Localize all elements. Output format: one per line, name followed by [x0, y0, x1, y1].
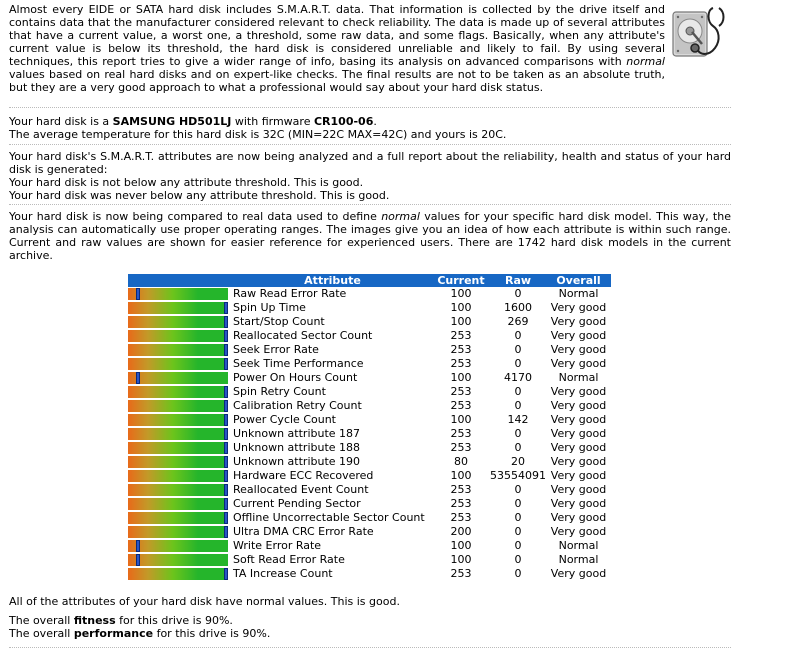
current-value: 253 [450, 385, 472, 398]
bar-column-header [128, 274, 228, 287]
range-bar-cell [128, 469, 228, 483]
range-marker [224, 414, 228, 426]
current-value: 200 [450, 525, 472, 538]
table-row [128, 287, 611, 301]
current-value: 253 [450, 343, 472, 356]
range-marker [224, 316, 228, 328]
table-row [128, 553, 611, 567]
comparison-section [9, 210, 731, 262]
divider [9, 204, 731, 205]
attribute-name: Write Error Rate [233, 539, 322, 552]
overall-rating: Very good [550, 427, 607, 440]
raw-value: 269 [507, 315, 529, 328]
table-row [128, 357, 611, 371]
current-value: 253 [450, 329, 472, 342]
range-bar [128, 442, 228, 454]
range-bar [128, 358, 228, 370]
range-bar [128, 540, 228, 552]
range-marker [224, 512, 228, 524]
overall-rating: Very good [550, 455, 607, 468]
raw-value: 0 [514, 441, 522, 454]
range-marker [224, 498, 228, 510]
raw-value: 0 [514, 483, 522, 496]
raw-value: 0 [514, 553, 522, 566]
current-value: 253 [450, 511, 472, 524]
range-bar [128, 344, 228, 356]
current-value: 253 [450, 483, 472, 496]
table-row [128, 301, 611, 315]
range-bar-cell [128, 329, 228, 343]
table-row [128, 511, 611, 525]
range-marker [136, 288, 140, 300]
range-marker [136, 372, 140, 384]
range-bar [128, 470, 228, 482]
table-row [128, 469, 611, 483]
range-marker [224, 526, 228, 538]
table-row [128, 343, 611, 357]
overall-rating: Very good [550, 511, 607, 524]
table-row [128, 483, 611, 497]
attribute-name: Start/Stop Count [233, 315, 325, 328]
raw-value: 0 [514, 343, 522, 356]
range-bar-cell [128, 357, 228, 371]
overall-rating: Very good [550, 329, 607, 342]
analysis-line-3: Your hard disk was never below any attribute threshold. This is good. [9, 189, 390, 202]
range-bar-cell [128, 343, 228, 357]
attribute-name: Unknown attribute 188 [233, 441, 361, 454]
range-bar [128, 330, 228, 342]
current-value: 100 [450, 371, 472, 384]
current-value: 80 [454, 455, 468, 468]
attribute-name: Spin Retry Count [233, 385, 326, 398]
current-value: 100 [450, 287, 472, 300]
overall-rating: Very good [550, 497, 607, 510]
attribute-name: Unknown attribute 190 [233, 455, 361, 468]
attribute-name: Seek Time Performance [233, 357, 364, 370]
range-bar-cell [128, 413, 228, 427]
comparison-text: Your hard disk is now being compared to real data used to define normal values for your specific hard disk model. This way, the analysis can automatically use proper operating ranges. The images give you an idea of how each attribute is within such range. Current and raw values are shown for easier reference for experienced users. There are 1742 hard disk models in the current archive. [9, 210, 731, 262]
all-normal-line: All of the attributes of your hard disk have normal values. This is good. [9, 595, 400, 608]
drive-firmware: CR100-06 [313, 115, 374, 128]
overall-rating: Normal [558, 287, 599, 300]
overall-rating: Very good [550, 469, 607, 482]
attribute-name: Calibration Retry Count [233, 399, 362, 412]
range-bar [128, 456, 228, 468]
table-row [128, 371, 611, 385]
table-row [128, 329, 611, 343]
current-value: 100 [450, 469, 472, 482]
raw-value: 0 [514, 399, 522, 412]
range-marker [224, 428, 228, 440]
overall-rating: Normal [558, 371, 599, 384]
current-value: 100 [450, 301, 472, 314]
fitness-line: The overall fitness for this drive is 90%. [9, 614, 233, 627]
analysis-section [9, 150, 731, 202]
performance-line: The overall performance for this drive is 90%. [9, 627, 271, 640]
table-row [128, 441, 611, 455]
analysis-line-2: Your hard disk is not below any attribute threshold. This is good. [9, 176, 364, 189]
range-marker [224, 442, 228, 454]
range-marker [224, 456, 228, 468]
attribute-name: Reallocated Sector Count [233, 329, 373, 342]
range-marker [224, 400, 228, 412]
attribute-name: Reallocated Event Count [233, 483, 369, 496]
attribute-name: Current Pending Sector [233, 497, 361, 510]
range-bar [128, 302, 228, 314]
range-bar [128, 386, 228, 398]
range-bar-cell [128, 427, 228, 441]
attributes-table-body [128, 287, 611, 581]
range-bar-cell [128, 511, 228, 525]
range-bar [128, 526, 228, 538]
table-row [128, 385, 611, 399]
range-marker [224, 470, 228, 482]
analysis-line-1: Your hard disk's S.M.A.R.T. attributes are now being analyzed and a full report about the reliability, health and status of your hard disk is generated: [9, 150, 731, 176]
overall-rating: Very good [550, 385, 607, 398]
range-bar-cell [128, 497, 228, 511]
current-value: 100 [450, 315, 472, 328]
range-bar [128, 288, 228, 300]
attribute-name: Hardware ECC Recovered [233, 469, 374, 482]
attributes-table [128, 274, 611, 581]
overall-rating: Very good [550, 343, 607, 356]
attribute-name: Offline Uncorrectable Sector Count [233, 511, 425, 524]
raw-value: 0 [514, 357, 522, 370]
raw-value: 53554091 [490, 469, 546, 482]
raw-value: 1600 [504, 301, 532, 314]
raw-value: 142 [507, 413, 529, 426]
current-value: 253 [450, 357, 472, 370]
current-value: 253 [450, 567, 472, 580]
intro-section [9, 3, 665, 94]
attribute-name: Power On Hours Count [233, 371, 358, 384]
overall-rating: Very good [550, 315, 607, 328]
overall-rating: Very good [550, 525, 607, 538]
range-bar-cell [128, 441, 228, 455]
raw-value: 4170 [504, 371, 532, 384]
overall-rating: Very good [550, 441, 607, 454]
overall-rating: Very good [550, 413, 607, 426]
range-bar [128, 512, 228, 524]
table-header-row [128, 274, 611, 287]
raw-value: 0 [514, 427, 522, 440]
current-value: 253 [450, 441, 472, 454]
range-bar-cell [128, 385, 228, 399]
range-marker [224, 484, 228, 496]
overall-rating: Normal [558, 539, 599, 552]
range-marker [224, 302, 228, 314]
range-marker [136, 540, 140, 552]
range-bar-cell [128, 483, 228, 497]
table-row [128, 427, 611, 441]
raw-column-header: Raw [490, 274, 546, 287]
range-bar [128, 372, 228, 384]
divider [9, 144, 731, 145]
current-value: 253 [450, 399, 472, 412]
overall-rating: Very good [550, 357, 607, 370]
raw-value: 0 [514, 329, 522, 342]
raw-value: 0 [514, 385, 522, 398]
raw-value: 0 [514, 525, 522, 538]
raw-value: 0 [514, 539, 522, 552]
range-marker [224, 568, 228, 580]
range-bar [128, 498, 228, 510]
attribute-name: Power Cycle Count [233, 413, 336, 426]
attribute-name: Unknown attribute 187 [233, 427, 361, 440]
summary-section [9, 595, 731, 640]
drive-model: SAMSUNG HD501LJ [112, 115, 232, 128]
table-row [128, 539, 611, 553]
current-column-header: Current [432, 274, 490, 287]
raw-value: 0 [514, 511, 522, 524]
range-bar-cell [128, 301, 228, 315]
attribute-column-header: Attribute [228, 274, 432, 287]
divider [9, 647, 731, 648]
range-bar-cell [128, 567, 228, 581]
range-bar [128, 484, 228, 496]
divider [9, 107, 731, 108]
range-marker [224, 358, 228, 370]
raw-value: 20 [511, 455, 525, 468]
range-bar-cell [128, 553, 228, 567]
temperature-line: The average temperature for this hard disk is 32C (MIN=22C MAX=42C) and yours is 20C. [9, 128, 507, 141]
attribute-name: Seek Error Rate [233, 343, 319, 356]
overall-rating: Very good [550, 483, 607, 496]
range-bar [128, 414, 228, 426]
range-bar [128, 316, 228, 328]
range-bar-cell [128, 539, 228, 553]
overall-rating: Very good [550, 399, 607, 412]
range-bar [128, 428, 228, 440]
range-marker [224, 344, 228, 356]
range-bar-cell [128, 455, 228, 469]
current-value: 100 [450, 553, 472, 566]
overall-rating: Very good [550, 567, 607, 580]
current-value: 253 [450, 427, 472, 440]
range-bar-cell [128, 399, 228, 413]
range-marker [224, 330, 228, 342]
range-marker [224, 386, 228, 398]
table-row [128, 455, 611, 469]
attribute-name: Soft Read Error Rate [233, 553, 345, 566]
range-bar-cell [128, 525, 228, 539]
range-marker [136, 554, 140, 566]
attribute-name: Ultra DMA CRC Error Rate [233, 525, 374, 538]
range-bar [128, 554, 228, 566]
attribute-name: TA Increase Count [233, 567, 333, 580]
overall-rating: Very good [550, 301, 607, 314]
intro-text: Almost every EIDE or SATA hard disk includes S.M.A.R.T. data. That information is collected by the drive itself and contains data that the manufacturer considered relevant to check reliability. The data is made up of several attributes that have a current value, a worst one, a threshold, some raw data, and some flags. Basically, when any attribute's current value is below its threshold, the hard disk is considered unreliable and likely to fail. By using several techniques, this report tries to give a wider range of info, basing its analysis on advanced comparisons with normal values based on real hard disks and on expert-like checks. The final results are not to be taken as an absolute truth, but they are a very good approach to what a professional would say about your hard disk status. [9, 3, 665, 94]
current-value: 100 [450, 413, 472, 426]
table-row [128, 567, 611, 581]
table-row [128, 497, 611, 511]
drive-model-line: Your hard disk is a SAMSUNG HD501LJ with firmware CR100-06. [9, 115, 377, 128]
hard-disk-stethoscope-icon [669, 4, 727, 64]
raw-value: 0 [514, 287, 522, 300]
overall-column-header: Overall [546, 274, 611, 287]
table-row [128, 315, 611, 329]
table-row [128, 525, 611, 539]
range-bar [128, 400, 228, 412]
current-value: 100 [450, 539, 472, 552]
drive-section [9, 115, 731, 141]
range-bar-cell [128, 371, 228, 385]
overall-rating: Normal [558, 553, 599, 566]
attribute-name: Raw Read Error Rate [233, 287, 347, 300]
table-row [128, 399, 611, 413]
raw-value: 0 [514, 497, 522, 510]
current-value: 253 [450, 497, 472, 510]
table-row [128, 413, 611, 427]
raw-value: 0 [514, 567, 522, 580]
attribute-name: Spin Up Time [233, 301, 306, 314]
range-bar-cell [128, 315, 228, 329]
range-bar-cell [128, 287, 228, 301]
range-bar [128, 568, 228, 580]
